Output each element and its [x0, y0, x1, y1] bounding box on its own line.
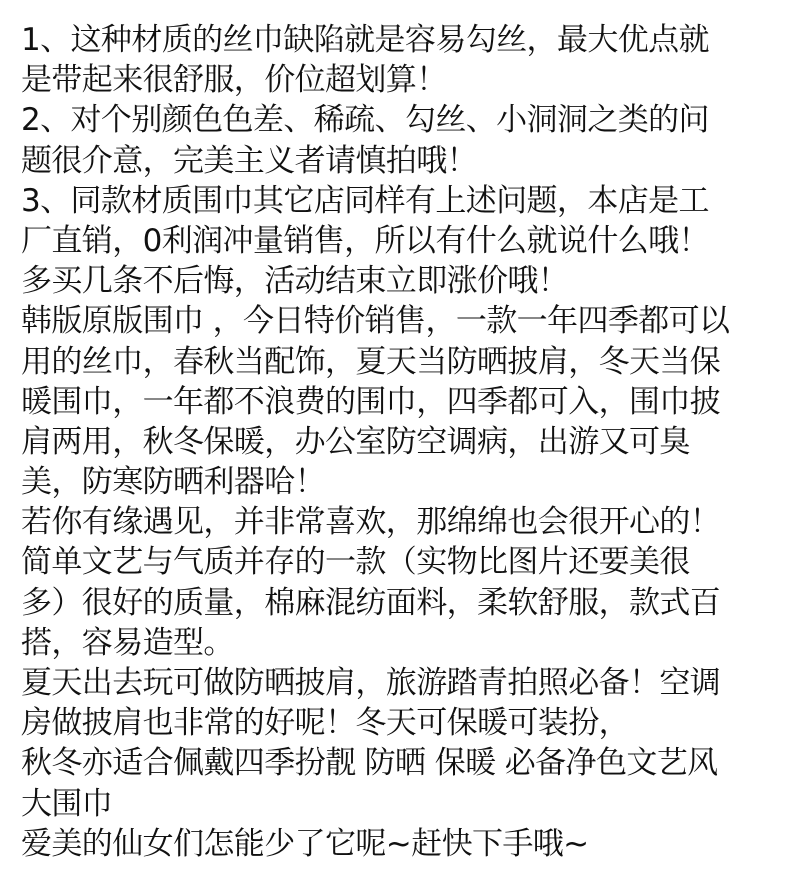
- text-line: 厂直销，0利润冲量销售，所以有什么就说什么哦！: [21, 222, 709, 259]
- text-line: 2、对个别颜色色差、稀疏、勾丝、小洞洞之类的问: [21, 102, 709, 139]
- text-line: 暖围巾，一年都不浪费的围巾，四季都可入，围巾披: [21, 383, 721, 420]
- text-line: 秋冬亦适合佩戴四季扮靓 防晒 保暖 必备净色文艺风: [21, 745, 718, 782]
- text-line: 搭，容易造型。: [21, 624, 234, 661]
- text-line: 美，防寒防晒利器哈！: [21, 464, 325, 501]
- text-line: 夏天出去玩可做防晒披肩，旅游踏青拍照必备！空调: [21, 665, 721, 701]
- product-description-text: [21, 20, 781, 864]
- text-line: 3、同款材质围巾其它店同样有上述问题，本店是工: [21, 182, 709, 219]
- text-line: 房做披肩也非常的好呢！冬天可保暖可装扮，: [21, 705, 629, 742]
- text-line: 大围巾: [21, 785, 113, 822]
- text-line: 韩版原版围巾 ，今日特价销售，一款一年四季都可以: [21, 303, 730, 340]
- text-line: 用的丝巾，春秋当配饰，夏天当防晒披肩，冬天当保: [21, 343, 721, 380]
- text-line: 肩两用，秋冬保暖，办公室防空调病，出游又可臭: [21, 423, 690, 460]
- text-line: 1、这种材质的丝巾缺陷就是容易勾丝，最大优点就: [21, 22, 709, 58]
- text-line: 若你有缘遇见，并非常喜欢，那绵绵也会很开心的！: [21, 504, 721, 541]
- text-line: 题很介意，完美主义者请慎拍哦！: [21, 142, 477, 179]
- text-line: 多）很好的质量，棉麻混纺面料，柔软舒服，款式百: [21, 584, 721, 621]
- text-line: 爱美的仙女们怎能少了它呢~赶快下手哦~: [21, 825, 589, 862]
- text-line: 多买几条不后悔，活动结束立即涨价哦！: [21, 263, 569, 300]
- text-line: 是带起来很舒服，价位超划算！: [21, 62, 447, 99]
- text-line: 简单文艺与气质并存的一款（实物比图片还要美很: [21, 544, 690, 581]
